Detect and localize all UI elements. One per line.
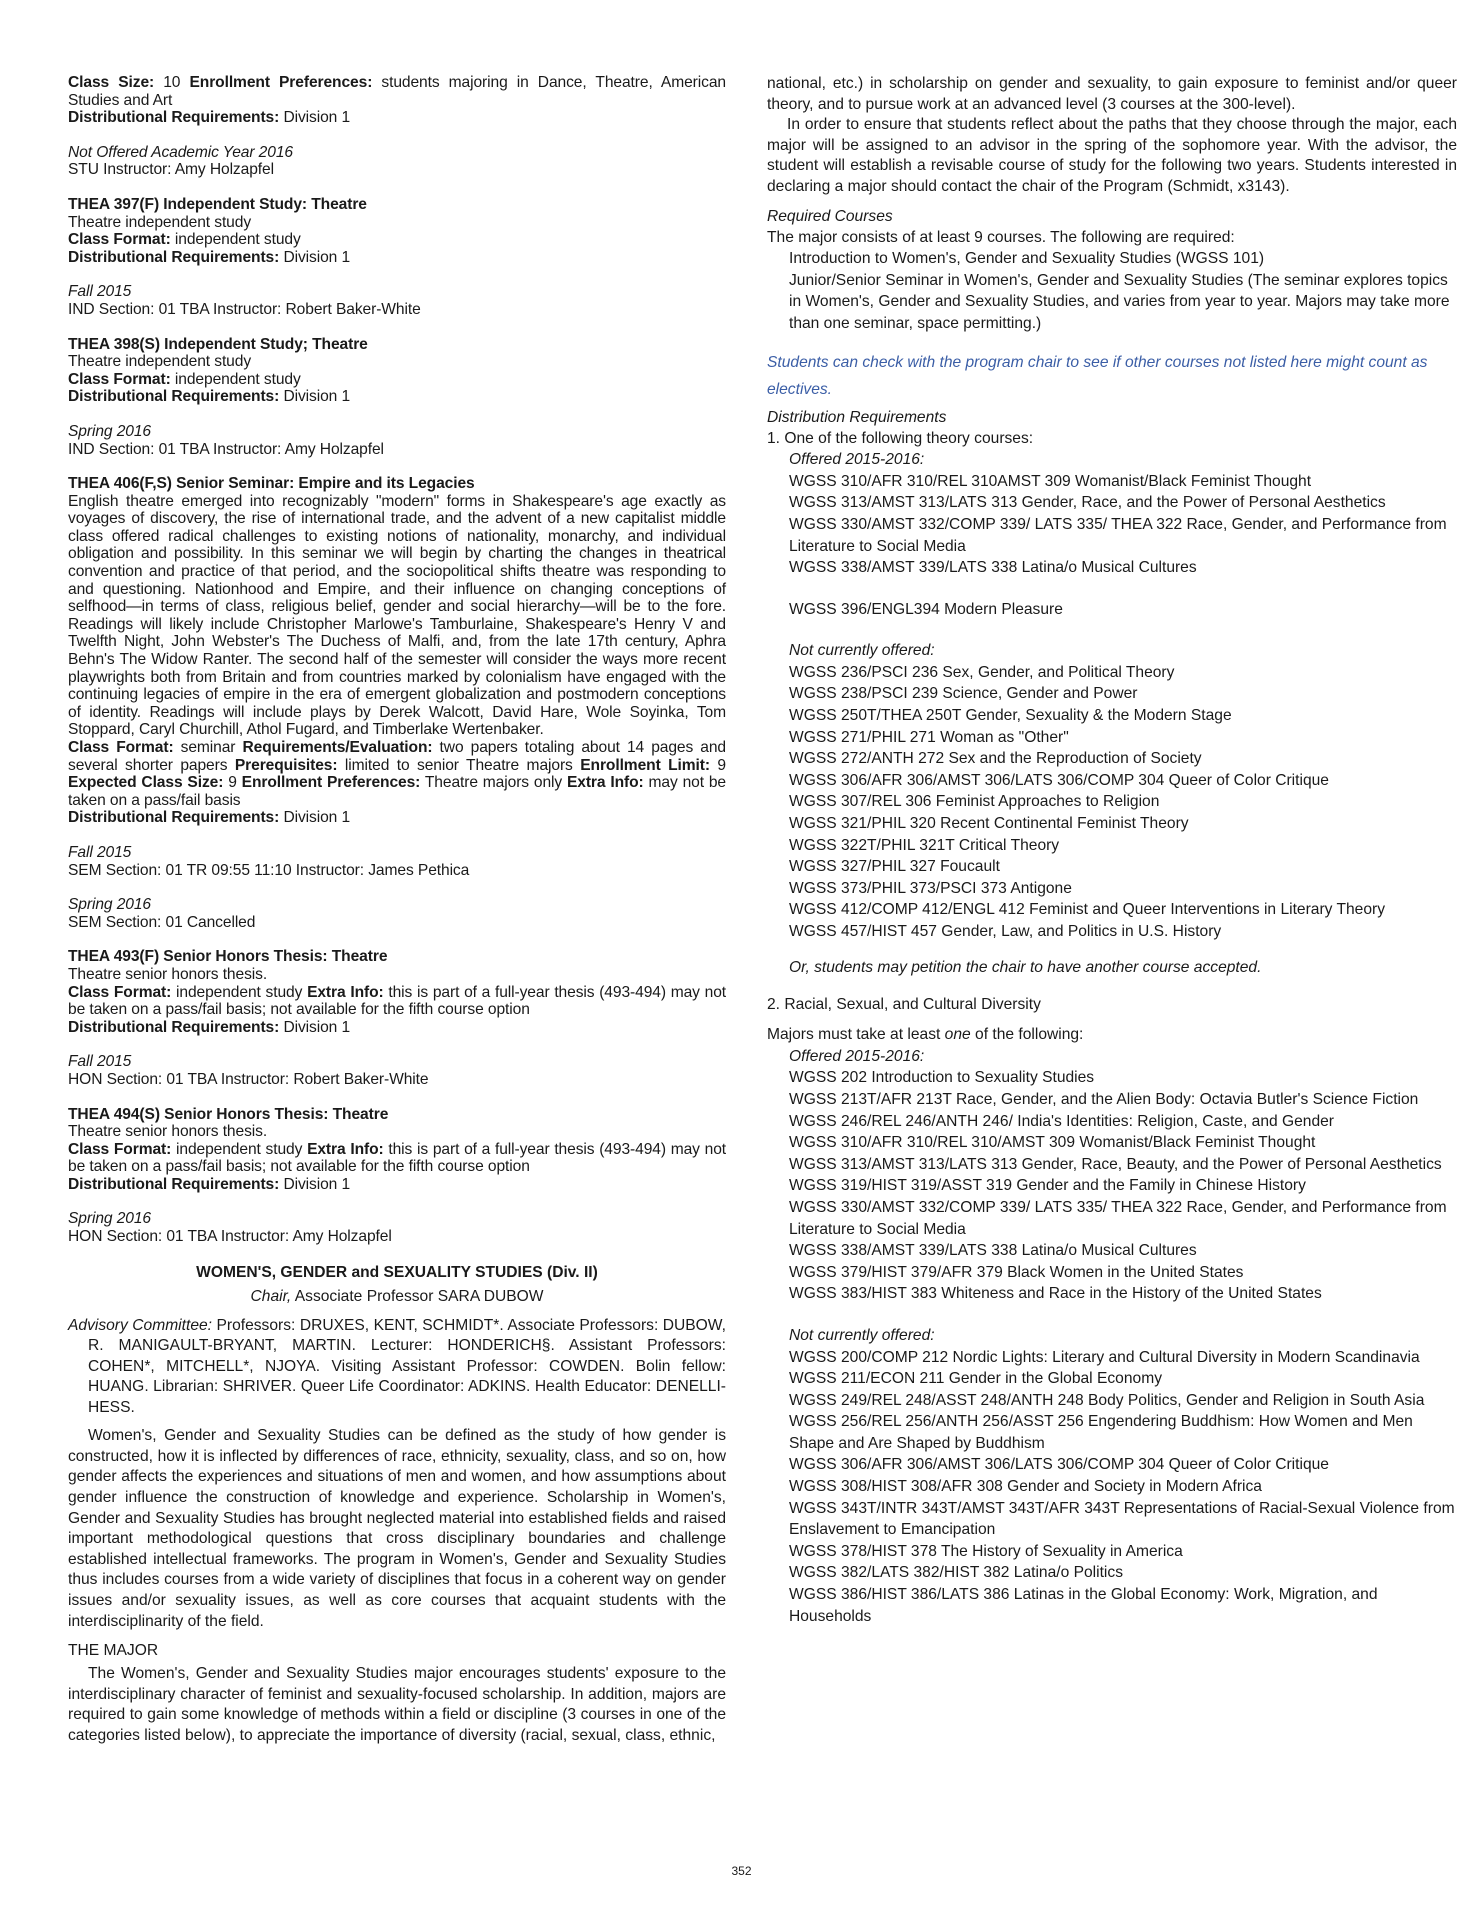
section-line: STU Instructor: Amy Holzapfel [68,161,274,179]
detail-value: Theatre majors only [420,774,567,792]
section-line: IND Section: 01 TBA Instructor: Robert Baker-White [68,300,421,318]
theory-offered-list [789,471,1457,579]
diversity-offered-course: WGSS 383/HIST 383 Whiteness and Race in the History of the United States [789,1285,1322,1303]
diversity-offered-list [789,1067,1457,1305]
section-term: Fall 2015 [68,283,132,301]
theory-not-offered-course: WGSS 236/PSCI 236 Sex, Gender, and Political Theory [789,663,1175,681]
section-term: Spring 2016 [68,422,151,440]
diversity-not-offered-course: WGSS 249/REL 248/ASST 248/ANTH 248 Body Politics, Gender and Religion in South Asia [789,1391,1425,1409]
diversity-intro-emphasis: one [944,1026,971,1044]
detail-value: Theatre independent study [68,353,252,371]
spacer [68,406,726,423]
course-detail-line [68,966,726,984]
section-term: Not Offered Academic Year 2016 [68,143,293,161]
course-title [68,1106,726,1124]
course-listing [68,74,726,1246]
spacer [68,319,726,336]
advisory-label: Advisory Committee: [68,1316,212,1334]
course-title-text: THEA 398(S) Independent Study; Theatre [68,335,368,353]
course-title [68,196,726,214]
theory-courses [767,449,1457,942]
detail-value: 9 [223,774,242,792]
detail-value: Division 1 [279,248,351,266]
theory-not-offered-course: WGSS 373/PHIL 373/PSCI 373 Antigone [789,879,1072,897]
course-title-text: THEA 406(F,S) Senior Seminar: Empire and its Legacies [68,475,475,493]
course-detail-line [68,214,726,232]
detail-value: independent study [170,231,301,249]
course-title [68,336,726,354]
spacer [68,1036,726,1053]
theory-not-offered-course: WGSS 272/ANTH 272 Sex and the Reproduction of Society [789,750,1202,768]
major-heading: THE MAJOR [68,1642,159,1660]
left-column [68,74,726,1752]
diversity-not-offered-label: Not currently offered: [789,1326,935,1344]
spacer [68,266,726,283]
theory-not-offered-course: WGSS 457/HIST 457 Gender, Law, and Politics in U.S. History [789,923,1222,940]
detail-value: Division 1 [279,109,351,127]
section-line: SEM Section: 01 Cancelled [68,913,256,931]
course-detail-line [68,1141,726,1176]
theory-not-offered-course: WGSS 307/REL 306 Feminist Approaches to Religion [789,793,1160,811]
course-detail-line [68,809,726,827]
detail-label: Distributional Requirements: [68,1018,280,1036]
course-detail-line [68,739,726,809]
right-column [767,74,1457,1627]
advisory-committee [68,1316,726,1419]
detail-value: Division 1 [279,388,351,406]
diversity-intro-a: Majors must take at least [767,1026,945,1044]
spacer [68,458,726,475]
detail-label: Expected Class Size: [68,774,224,792]
detail-value: Division 1 [279,809,351,827]
detail-label: Distributional Requirements: [68,388,280,406]
diversity-offered-course: WGSS 246/REL 246/ANTH 246/ India's Identities: Religion, Caste, and Gender [789,1112,1335,1130]
theory-not-offered-list [789,662,1457,943]
detail-label: Class Format: [68,1140,172,1158]
theory-not-offered-course: WGSS 412/COMP 412/ENGL 412 Feminist and Queer Interventions in Literary Theory [789,901,1386,919]
detail-value: two papers totaling about 14 pages and several shorter papers [68,739,727,774]
detail-value: may not be taken on a pass/fail basis [68,774,726,809]
course-detail-line [68,371,726,389]
advisor-paragraph: In order to ensure that students reflect about the paths that they choose through the major, each major will be assigned to an advisor in the spring of the sophomore year. With the advisor, the student will establish a revisable course of study for the following two years. Students interested in declaring a major should contact the chair of the Program (Schmidt, x3143). [767,116,1457,195]
section-term: Fall 2015 [68,1053,132,1071]
detail-value: seminar [173,739,243,756]
diversity-not-offered-course: WGSS 306/AFR 306/AMST 306/LATS 306/COMP 304 Queer of Color Critique [789,1456,1329,1474]
detail-value: independent study [171,1140,308,1158]
theory-not-offered-course: WGSS 327/PHIL 327 Foucault [789,858,1000,876]
theory-not-offered-course: WGSS 321/PHIL 320 Recent Continental Feminist Theory [789,815,1189,833]
theory-offered-course: WGSS 330/AMST 332/COMP 339/ LATS 335/ THEA 322 Race, Gender, and Performance from Literature to Social Media [789,515,1447,555]
course-entry [68,1106,726,1246]
spacer [68,127,726,144]
course-entry [68,196,726,336]
spacer [68,879,726,896]
chair-name: Associate Professor SARA DUBOW [291,1287,544,1305]
detail-label: Requirements/Evaluation: [242,739,433,756]
theory-offered-course: WGSS 338/AMST 339/LATS 338 Latina/o Musical Cultures [789,559,1197,577]
theory-offered-course: WGSS 310/AFR 310/REL 310AMST 309 Womanist/Black Feminist Thought [789,472,1312,490]
detail-value: this is part of a full-year thesis (493-494) may not be taken on a pass/fail basis; not available for the fifth course option [68,1140,727,1176]
advisory-text: Professors: DRUXES, KENT, SCHMIDT*. Associate Professors: DUBOW, R. MANIGAULT-BRYANT, MARTIN. Lecturer: HONDERICH§. Assistant Professors: COHEN*, MITCHELL*, NJOYA. Visiting Assistant Professor: COWDEN. Bolin fellow: HUANG. Librarian: SHRIVER. Queer Life Coordinator: ADKINS. Health Educator: DENELLI-HESS. [88,1316,726,1416]
spacer [68,1089,726,1106]
course-entry [68,336,726,476]
required-intro: The major consists of at least 9 courses. The following are required: [767,228,1235,246]
detail-value: this is part of a full-year thesis (493-494) may not be taken on a pass/fail basis; not available for the fifth course option [68,983,727,1019]
diversity-offered-label: Offered 2015-2016: [789,1047,925,1065]
diversity-offered-course: WGSS 319/HIST 319/ASST 319 Gender and the Family in Chinese History [789,1177,1306,1195]
detail-label: Enrollment Preferences: [241,774,421,792]
detail-label: Enrollment Limit: [580,756,710,774]
detail-value: students majoring in Dance, Theatre, American Studies and Art [68,74,726,109]
diversity-not-offered-course: WGSS 200/COMP 212 Nordic Lights: Literary and Cultural Diversity in Modern Scandinavia [789,1348,1420,1366]
theory-not-offered-course: WGSS 271/PHIL 271 Woman as "Other" [789,728,1069,746]
page-number: 352 [731,1864,752,1878]
course-entry [68,948,726,1105]
course-detail-line [68,388,726,406]
theory-not-offered-course: WGSS 238/PSCI 239 Science, Gender and Power [789,685,1138,703]
diversity-intro [767,1025,1457,1046]
petition-note: Or, students may petition the chair to have another course accepted. [789,958,1262,976]
detail-label: Class Format: [68,231,171,249]
theory-not-offered-course: WGSS 322T/PHIL 321T Critical Theory [789,836,1060,854]
detail-label: Distributional Requirements: [68,809,280,827]
diversity-offered-course: WGSS 213T/AFR 213T Race, Gender, and the Alien Body: Octavia Butler's Science Fiction [789,1090,1419,1108]
course-description: English theatre emerged into recognizably "modern" forms in Shakespeare's age exactly as voyages of discovery, the rise of international trade, and the advent of a new capitalist middle class offered radical challenges to existing notions of nationality, monarchy, and individual obligation and possibility. In this seminar we will begin by charting the changes in theatrical convention and practice of that period, and the sociopolitical shifts theatre was responding to and questioning. Nationhood and Empire, and their influence on changing conceptions of selfhood—in terms of class, religious belief, gender and social hierarchy—will be to the fore. Readings will likely include Christopher Marlowe's Tamburlaine, Shakespeare's Henry V and Twelfth Night, John Webster's The Duchess of Malfi, and, from the late 17th century, Aphra Behn's The Widow Ranter. The second half of the semester will consider the ways more recent playwrights both from Britain and from countries marked by colonialism have engaged with the continuing legacies of empire in the era of emergent globalization and postmodern conceptions of identity. Readings will include plays by Derek Walcott, David Hare, Wole Soyinka, Tom Stoppard, Caryl Churchill, Athol Fugard, and Timberlake Wertenbaker. [68,492,726,739]
required-courses-heading: Required Courses [767,207,893,225]
course-detail-line [68,249,726,267]
detail-label: Class Format: [68,739,174,756]
major-paragraph-continued: national, etc.) in scholarship on gender and sexuality, to gain exposure to feminist and/or queer theory, and to pursue work at an advanced level (3 courses at the 300-level). [767,75,1457,113]
course-detail-line [68,1176,726,1194]
major-paragraph: The Women's, Gender and Sexuality Studies major encourages students' exposure to the interdisciplinary character of feminist and sexuality-focused scholarship. In addition, majors are required to gain some knowledge of methods within a field or discipline (3 courses in one of the categories listed below), to appreciate the importance of diversity (racial, sexual, class, ethnic, [68,1665,726,1744]
diversity-offered-course: WGSS 379/HIST 379/AFR 379 Black Women in the United States [789,1263,1244,1281]
distribution-heading: Distribution Requirements [767,408,947,426]
detail-label: Class Format: [68,983,172,1001]
detail-label: Extra Info: [566,774,644,792]
course-title-text: THEA 494(S) Senior Honors Thesis: Theatre [68,1105,389,1123]
course-title-text: THEA 493(F) Senior Honors Thesis: Theatre [68,948,388,966]
required-course-item: Introduction to Women's, Gender and Sexuality Studies (WGSS 101) [789,250,1265,268]
detail-value: Division 1 [279,1018,351,1036]
diversity-not-offered-course: WGSS 378/HIST 378 The History of Sexuality in America [789,1542,1183,1560]
detail-label: Distributional Requirements: [68,109,280,127]
spacer [68,1193,726,1210]
required-courses-list [767,248,1457,334]
theory-not-offered-course: WGSS 250T/THEA 250T Gender, Sexuality & the Modern Stage [789,707,1232,725]
section-line: HON Section: 01 TBA Instructor: Amy Holzapfel [68,1228,392,1246]
theory-offered-course: WGSS 313/AMST 313/LATS 313 Gender, Race, and the Power of Personal Aesthetics [789,494,1386,512]
detail-label: Class Size: [68,74,155,91]
diversity-intro-b: of the following: [970,1026,1084,1044]
detail-value: Theatre independent study [68,213,252,231]
course-entry [68,74,726,196]
detail-value: Division 1 [279,1175,351,1193]
chair-line [68,1288,726,1306]
section-line: SEM Section: 01 TR 09:55 11:10 Instructor: James Pethica [68,861,470,879]
detail-value: Theatre senior honors thesis. [68,1123,268,1141]
diversity-offered-course: WGSS 202 Introduction to Sexuality Studies [789,1069,1095,1087]
section-term: Fall 2015 [68,843,132,861]
wgss-intro-paragraph: Women's, Gender and Sexuality Studies can be defined as the study of how gender is constructed, how it is inflected by differences of race, ethnicity, sexuality, class, and so on, how gender affects the experiences and situations of men and women, and how assumptions about gender influence the construction of knowledge and experience. Scholarship in Women's, Gender and Sexuality Studies has brought neglected material into established fields and raised important methodological questions that cross disciplinary boundaries and challenge established intellectual frameworks. The program in Women's, Gender and Sexuality Studies thus includes courses from a wide variety of disciplines that focus in a coherent way on gender issues and/or sexuality issues, as well as core courses that acquaint students with the interdisciplinarity of the field. [68,1427,726,1630]
detail-label: Class Format: [68,370,171,388]
spacer [68,827,726,844]
course-title [68,948,726,966]
diversity-heading: 2. Racial, Sexual, and Cultural Diversity [767,995,1041,1013]
chair-label: Chair, [250,1287,292,1305]
detail-value: independent study [171,983,308,1001]
diversity-offered-course: WGSS 330/AMST 332/COMP 339/ LATS 335/ THEA 322 Race, Gender, and Performance from Literature to Social Media [789,1198,1447,1238]
detail-label: Distributional Requirements: [68,1175,280,1193]
diversity-not-offered-course: WGSS 256/REL 256/ANTH 256/ASST 256 Engendering Buddhism: How Women and Men Shape and Are Shaped by Buddhism [789,1413,1413,1452]
section-term: Spring 2016 [68,1210,151,1228]
required-course-item: Junior/Senior Seminar in Women's, Gender and Sexuality Studies (The seminar explores topics in Women's, Gender and Sexuality Studies, and varies from year to year. Majors may take more than one seminar, space permitting.) [789,271,1450,332]
course-detail-line [68,74,726,109]
detail-value: limited to senior Theatre majors [337,756,581,774]
electives-note: Students can check with the program chair to see if other courses not listed here might count as electives. [767,353,1428,398]
diversity-offered-course: WGSS 310/AFR 310/REL 310/AMST 309 Womanist/Black Feminist Thought [789,1134,1316,1152]
course-detail-line [68,1019,726,1037]
diversity-not-offered-list [789,1347,1457,1628]
course-detail-line [68,353,726,371]
section-line: HON Section: 01 TBA Instructor: Robert Baker-White [68,1070,429,1088]
detail-label: Extra Info: [307,1140,384,1158]
spacer [68,931,726,948]
wgss-dept-title: WOMEN'S, GENDER and SEXUALITY STUDIES (Div. II) [196,1263,598,1281]
course-detail-line [68,109,726,127]
diversity-not-offered-course: WGSS 382/LATS 382/HIST 382 Latina/o Politics [789,1564,1123,1582]
course-detail-line [68,984,726,1019]
theory-offered-extra: WGSS 396/ENGL394 Modern Pleasure [789,600,1063,618]
detail-label: Extra Info: [307,983,384,1001]
diversity-not-offered-course: WGSS 308/HIST 308/AFR 308 Gender and Society in Modern Africa [789,1478,1262,1496]
detail-value: 9 [709,756,726,774]
detail-label: Enrollment Preferences: [189,74,373,91]
theory-offered-label: Offered 2015-2016: [789,451,925,469]
course-detail-line [68,1123,726,1141]
diversity-offered-course: WGSS 338/AMST 339/LATS 338 Latina/o Musical Cultures [789,1242,1197,1260]
diversity-not-offered-course: WGSS 386/HIST 386/LATS 386 Latinas in the Global Economy: Work, Migration, and Households [789,1586,1378,1625]
course-title [68,475,726,493]
theory-not-offered-course: WGSS 306/AFR 306/AMST 306/LATS 306/COMP 304 Queer of Color Critique [789,771,1329,789]
detail-label: Distributional Requirements: [68,248,280,266]
detail-value: 10 [154,74,190,91]
diversity-not-offered-course: WGSS 343T/INTR 343T/AMST 343T/AFR 343T Representations of Racial-Sexual Violence from Enslavement to Emancipation [789,1499,1455,1539]
theory-not-offered-label: Not currently offered: [789,642,935,660]
theory-heading: 1. One of the following theory courses: [767,429,1034,447]
detail-label: Prerequisites: [234,756,338,774]
course-entry [68,475,726,948]
diversity-courses [767,1046,1457,1627]
section-line: IND Section: 01 TBA Instructor: Amy Holzapfel [68,440,384,458]
course-detail-line [68,231,726,249]
spacer [68,179,726,196]
course-title-text: THEA 397(F) Independent Study: Theatre [68,195,367,213]
section-term: Spring 2016 [68,896,151,914]
detail-value: independent study [170,370,301,388]
detail-value: Theatre senior honors thesis. [68,965,268,983]
diversity-not-offered-course: WGSS 211/ECON 211 Gender in the Global Economy [789,1370,1162,1388]
diversity-offered-course: WGSS 313/AMST 313/LATS 313 Gender, Race, Beauty, and the Power of Personal Aesthetics [789,1155,1442,1173]
